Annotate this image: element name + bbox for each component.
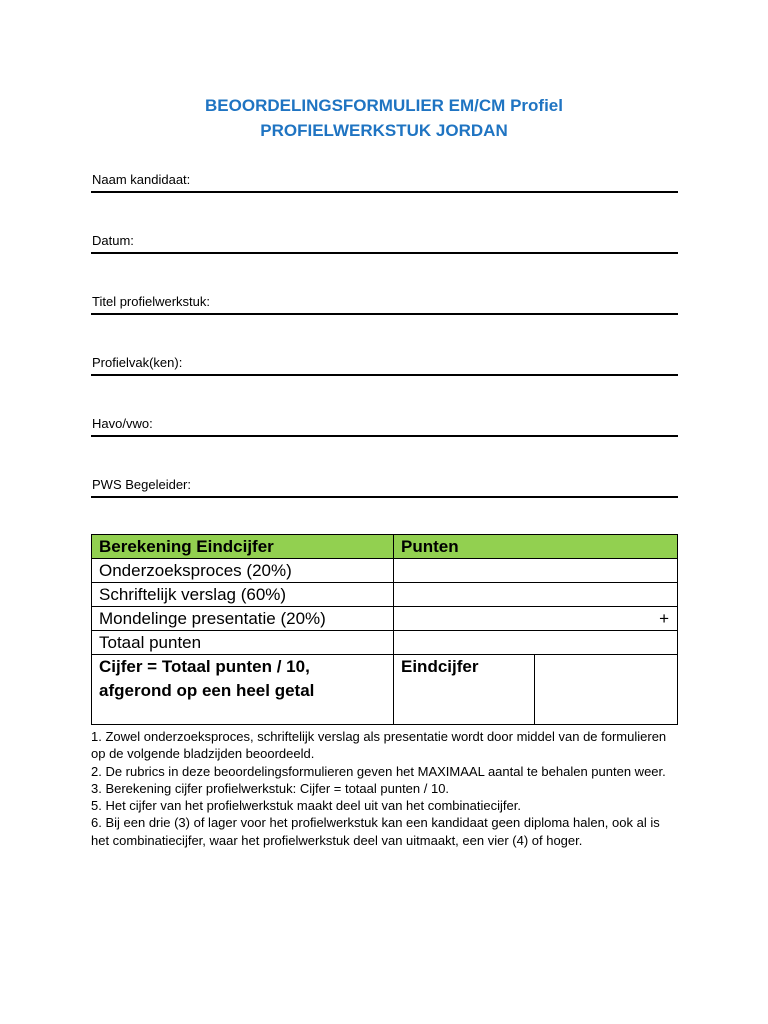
note-item: 3. Berekening cijfer profielwerkstuk: Cijfer = totaal punten / 10.	[91, 780, 450, 796]
score-table	[91, 534, 678, 725]
plus-sign: +	[659, 609, 670, 628]
form-title: BEOORDELINGSFORMULIER EM/CM Profiel	[205, 96, 563, 115]
table-row	[92, 559, 678, 583]
table-row	[92, 607, 678, 631]
field-label: Titel profielwerkstuk:	[92, 294, 210, 309]
final-formula-cell	[92, 655, 394, 725]
final-formula-line2: afgerond op een heel getal	[99, 681, 315, 700]
field-datum[interactable]	[91, 230, 678, 254]
field-label: Naam kandidaat:	[92, 172, 191, 187]
points-cell-totaal-punten[interactable]	[394, 631, 678, 655]
form-subtitle: PROFIELWERKSTUK JORDAN	[260, 121, 508, 140]
table-row	[92, 583, 678, 607]
notes-list	[91, 728, 681, 849]
header-berekening-eindcijfer: Berekening Eindcijfer	[92, 535, 394, 559]
table-header-row	[92, 535, 678, 559]
points-cell-schriftelijk-verslag[interactable]	[394, 583, 678, 607]
field-label: PWS Begeleider:	[92, 477, 191, 492]
eindcijfer-value-cell[interactable]	[535, 655, 678, 725]
field-naam-kandidaat[interactable]	[91, 169, 678, 193]
field-pws-begeleider[interactable]	[91, 474, 678, 498]
header-punten: Punten	[394, 535, 678, 559]
row-label-mondelinge-presentatie: Mondelinge presentatie (20%)	[92, 607, 394, 631]
points-cell-onderzoeksproces[interactable]	[394, 559, 678, 583]
field-profielvakken[interactable]	[91, 352, 678, 376]
note-item: 1. Zowel onderzoeksproces, schriftelijk verslag als presentatie wordt door middel van de formulieren op de volgende bladzijden beoordeeld.	[91, 729, 667, 762]
note-item: 6. Bij een drie (3) of lager voor het profielwerkstuk kan een kandidaat geen diploma halen, ook al is het combinatiecijfer, waar het profielwerkstuk deel van uitmaakt, een vier (4) of hoger.	[91, 815, 660, 848]
field-label: Havo/vwo:	[92, 416, 153, 431]
row-label-schriftelijk-verslag: Schriftelijk verslag (60%)	[92, 583, 394, 607]
field-label: Profielvak(ken):	[92, 355, 183, 370]
points-cell-mondelinge-presentatie[interactable]	[394, 607, 678, 631]
table-row-final	[92, 655, 678, 725]
note-item: 2. De rubrics in deze beoordelingsformulieren geven het MAXIMAAL aantal te behalen punten weer.	[91, 763, 666, 779]
final-formula-line1: Cijfer = Totaal punten / 10,	[99, 657, 310, 676]
table-row	[92, 631, 678, 655]
eindcijfer-label: Eindcijfer	[394, 655, 535, 725]
row-label-onderzoeksproces: Onderzoeksproces (20%)	[92, 559, 394, 583]
note-item: 5. Het cijfer van het profielwerkstuk maakt deel uit van het combinatiecijfer.	[91, 798, 521, 814]
field-label: Datum:	[92, 233, 134, 248]
row-label-totaal-punten: Totaal punten	[92, 631, 394, 655]
field-havo-vwo[interactable]	[91, 413, 678, 437]
field-titel-profielwerkstuk[interactable]	[91, 291, 678, 315]
